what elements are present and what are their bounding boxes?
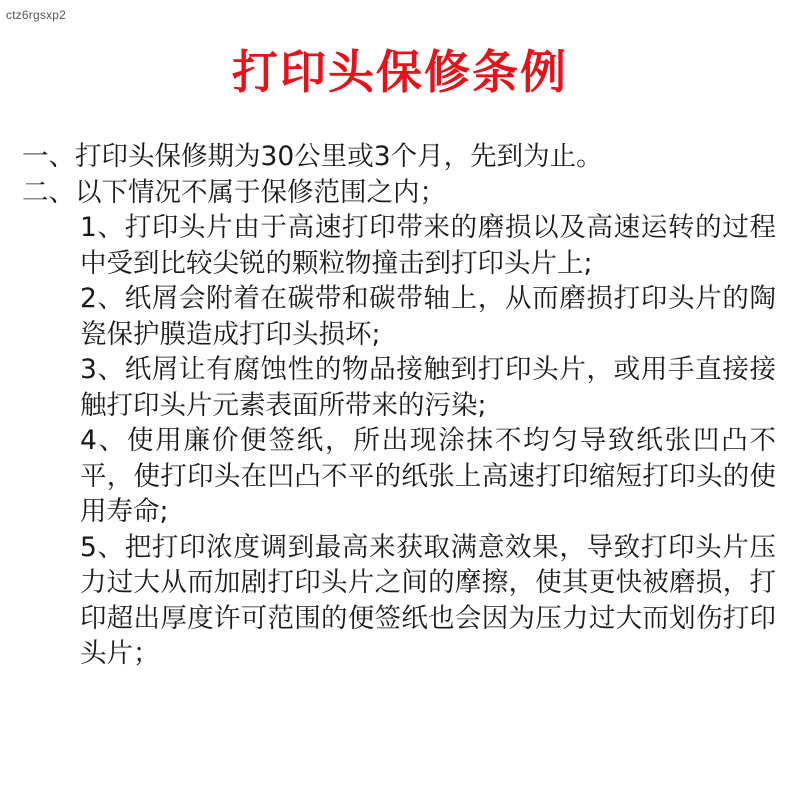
term-exclusions-heading: 二、以下情况不属于保修范围之内； (22, 176, 446, 208)
exclusion-item-2: 2、纸屑会附着在碳带和碳带轴上，从而磨损打印头片的陶瓷保护膜造成打印头损坏; (80, 283, 776, 350)
exclusion-item-5: 5、把打印浓度调到最高来获取满意效果，导致打印头片压力过大从而加剧打印头片之间的摩擦，使其更快被磨损，打印超出厚度许可范围的便签纸也会因为压力过大而划伤打印头片； (80, 531, 776, 669)
page-title: 打印头保修条例 (232, 45, 568, 99)
exclusion-item-4: 4、使用廉价便签纸，所出现涂抹不均匀导致纸张凹凸不平，使打印头在凹凸不平的纸张上高速打印缩短打印头的使用寿命; (80, 425, 776, 527)
watermark-text: ctz6rgsxp2 (6, 8, 67, 22)
warranty-terms (0, 139, 800, 672)
exclusion-item-3: 3、纸屑让有腐蚀性的物品接触到打印头片，或用手直接接触打印头片元素表面所带来的污染; (80, 354, 776, 421)
exclusion-item-1: 1、打印头片由于高速打印带来的磨损以及高速运转的过程中受到比较尖锐的颗粒物撞击到打印头片上; (80, 212, 776, 279)
term-warranty-period: 一、打印头保修期为30公里或3个月，先到为止。 (22, 141, 603, 172)
